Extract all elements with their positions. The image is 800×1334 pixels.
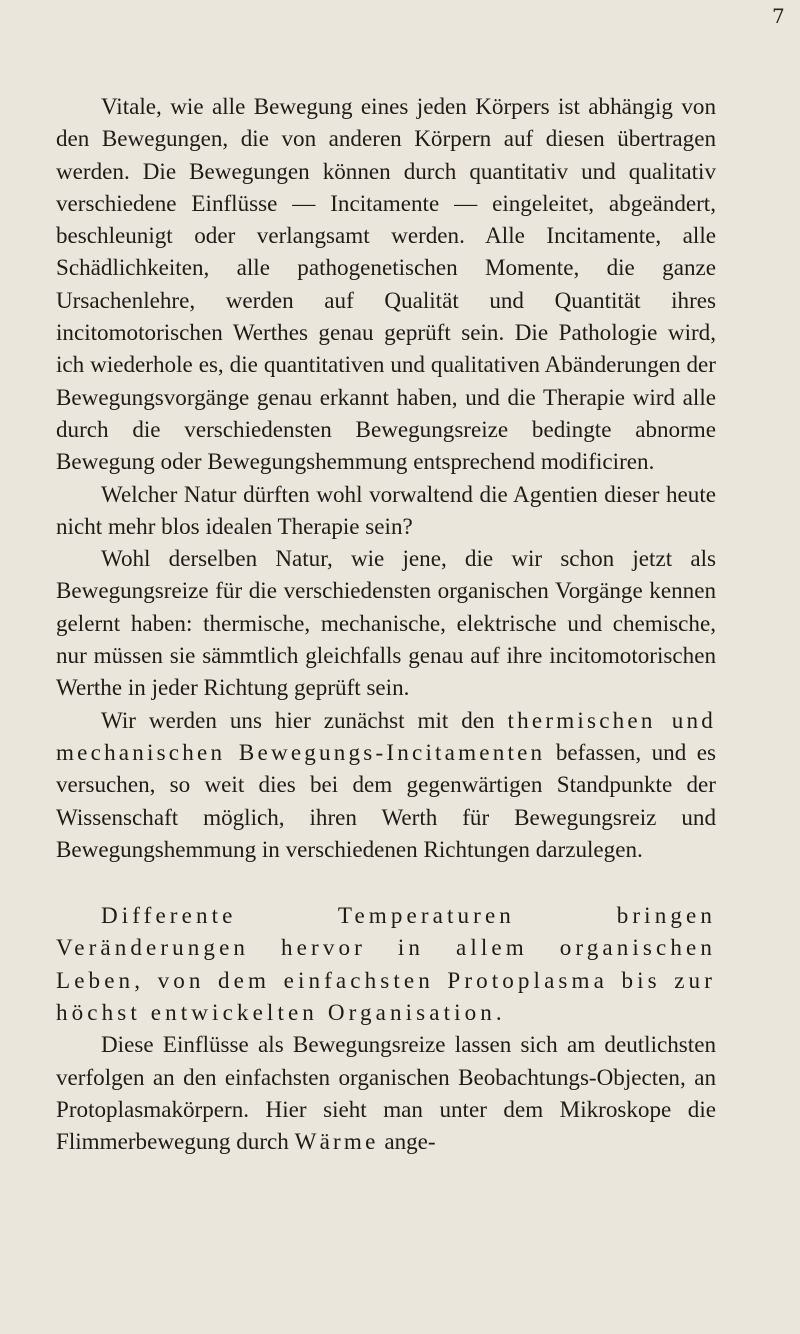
paragraph-6-tail: ange- (384, 1128, 436, 1155)
paragraph-4-tail: befassen, und es versuchen, so weit dies bei dem gegenwärtigen Standpunkte der Wissenschaft möglich, ihren Werth für Bewegungsreiz und Bewegungshemmung in verschiedenen Richtungen darzulegen. (56, 738, 716, 862)
section-gap (56, 865, 716, 899)
paragraph-4-lead: Wir werden uns hier zunächst mit den (101, 706, 495, 733)
paragraph-2: Welcher Natur dürften wohl vorwaltend die Agentien dieser heute nicht mehr blos idealen Therapie sein? (56, 480, 716, 539)
paragraph-1: Vitale, wie alle Bewegung eines jeden Körpers ist abhängig von den Bewegungen, die von anderen Körpern auf diesen übertragen werden. Die Bewegungen können durch quantitativ und qualitativ verschiedene Einflüsse — Incitamente — eingeleitet, abgeändert, beschleunigt oder verlangsamt werden. Alle Incitamente, alle Schädlichkeiten, alle pathogenetischen Momente, die ganze Ursachenlehre, werden auf Qualität und Quantität ihres incitomotorischen Werthes genau geprüft sein. Die Pathologie wird, ich wiederhole es, die quantitativen und qualitativen Abänderungen der Bewegungsvorgänge genau erkannt haben, und die Therapie wird alle durch die verschiedensten Bewegungsreize bedingte abnorme Bewegung oder Bewegungshemmung entsprechend modificiren. (56, 93, 716, 475)
paragraph-4 (56, 704, 716, 865)
page-text (56, 90, 716, 1158)
paragraph-6-lead: Diese Einflüsse als Bewegungsreize lassen sich am deutlichsten verfolgen an den einfachsten organischen Beobachtungs-Objecten, an Protoplasmakörpern. Hier sieht man unter dem Mikroskope die Flimmerbewegung durch (56, 1031, 716, 1155)
paragraph-4-emphasis: thermischen und mechanischen Bewegungs-Incitamenten (56, 706, 716, 765)
paragraph-3: Wohl derselben Natur, wie jene, die wir schon jetzt als Bewegungsreize für die verschiedensten organischen Vorgänge kennen gelernt haben: thermische, mechanische, elektrische und chemische, nur müssen sie sämmtlich gleichfalls genau auf ihre incitomotorischen Werthe in jeder Richtung geprüft sein. (56, 545, 716, 701)
paragraph-6-emphasis: Wärme (294, 1128, 379, 1155)
paragraph-5-spaced: Differente Temperaturen bringen Veränderungen hervor in allem organischen Leben, von dem einfachsten Protoplasma bis zur höchst entwickelten Organisation. (56, 902, 716, 1026)
paragraph-6 (56, 1028, 716, 1157)
page-number: 7 (772, 4, 785, 28)
